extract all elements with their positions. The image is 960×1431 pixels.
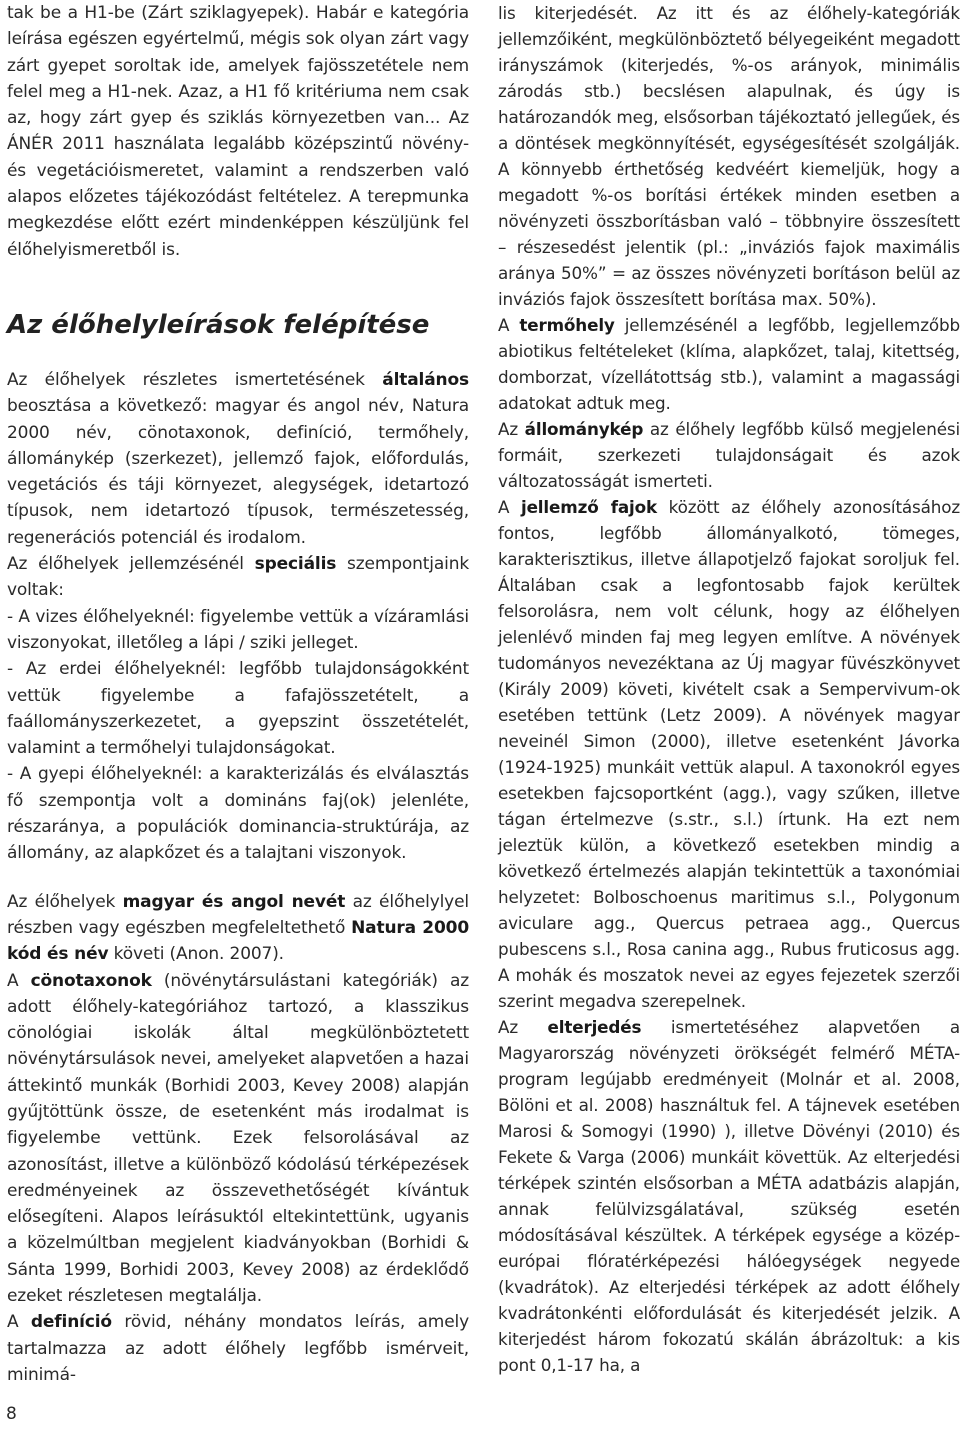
- section-heading: Az élőhelyleírások felépítése: [7, 309, 430, 340]
- paragraph-characteristic-species: A jellemző fajok között az élőhely azonosításához fontos, legfőbb állományalkotó, tömeges, karakterisztikus, illetve állapotjelző fajokat soroljuk fel. Általában csak a legfontosabb fajok kerültek felsorolásra, nem volt célunk, hogy az élőhelyen jelenlévő minden faj meg legyen említve. A növények tudományos nevezéktana az Új magyar füvészkönyvet (Király 2009) követi, kivételt csak a Sempervivum-ok esetében tettünk (Letz 2009). A növények magyar neveinél Simon (2000), illetve esetenként Jávorka (1924-1925) munkáit vettük alapul. A taxonokról egyes esetekben fajcsoportként (agg.), vagy szűken, illetve tágan értelmezve (s.str., s.l.) írtunk. Ha ezt nem jeleztük külön, a következő esetekben mindig a következő értelmezés alapján tekintettük a taxonómiai helyzetet: Bolboschoenus maritimus s.l., Polygonum aviculare agg., Quercus petraea agg., Quercus pubescens s.l., Rosa canina agg., Rubus fruticosus agg. A mohák és moszatok nevei az egyes fejezetek szerzői szerint megadva szerepelnek.: [498, 497, 960, 1011]
- paragraph-coenotaxa: A cönotaxonok (növénytársulástani kategóriák) az adott élőhely-kategóriához tartozó, a klasszikus cönológiai iskolák által megkülönböztetett növénytársulások nevei, amelyeket alapvetően a hazai áttekintő munkák (Borhidi 2003, Kevey 2008) alapján gyűjtöttünk össze, de esetenként más irodalmat is figyelembe vettünk. Ezek felsorolásával az azonosítást, illetve a különböző kódolású térképezések eredményeinek az összevethetőségét kívántuk elősegíteni. Alapos leírásuktól eltekintettünk, ugyanis a közelmúltban megjelent kiadványokban (Borhidi & Sánta 1999, Borhidi 2003, Kevey 2008) az érdeklődő ezeket részletesen megtalálja.: [7, 970, 470, 1307]
- paragraph-wetland: - A vizes élőhelyeknél: figyelembe vettük a vízáramlási viszonyokat, illetőleg a lápi / sziki jelleget.: [7, 606, 469, 653]
- right-column: [498, 0, 960, 1378]
- paragraph-distribution: Az elterjedés ismertetéséhez alapvetően a Magyarország növényzeti örökségét felmérő MÉTA-program legújabb eredményeit (Molnár et al. 2008, Bölöni et al. 2008) használtuk fel. A tájnevek esetében Marosi & Somogyi (1990) ), illetve Dövényi (2010) és Fekete & Varga (2006) munkáit követtük. Az elterjedési térképek szintén elsősorban a MÉTA adatbázis alapján, annak felülvizsgálatával, szükség esetén módosításával készültek. A térképek egysége a közép-európai flóratérképezési hálóegységek negyede (kvadrátok). Az elterjedési térképek az adott élőhely kvadrátonkénti előfordulását és kiterjedését jelzik. A kiterjedést három fokozatú skálán ábrázoltuk: a kis pont 0,1-17 ha, a: [498, 1017, 960, 1375]
- paragraph-special-aspects: Az élőhelyek jellemzésénél speciális szempontjaink voltak:: [7, 554, 470, 601]
- page-number: 8: [6, 1404, 17, 1424]
- paragraph-habitat-site: A termőhely jellemzésénél a legfőbb, legjellemzőbb abiotikus feltételeket (klíma, alapkőzet, talaj, kitettség, domborzat, vízellátottság stb.), valamint a magassági adatokat adtuk meg.: [498, 315, 960, 413]
- paragraph-stand-structure: Az állománykép az élőhely legfőbb külső megjelenési formáit, szerkezeti tulajdonságait és azok változatosságát ismerteti.: [498, 419, 960, 491]
- paragraph-extent: lis kiterjedését. Az itt és az élőhely-kategóriák jellemzőiként, megkülönböztető bélyegeiként megadott irányszámok (kiterjedés, %-os arányok, minimális zárodás stb.) becslésen alapulnak, és úgy is határozandók meg, elsősorban tájékoztató jellegűek, és a döntések megkönnyítését, egységesítését szolgálják. A könnyebb érthetőség kedvéért kiemeljük, hogy a megadott %-os borítási értékek minden esetben a növényzeti összborításban való – többnyire összesített – részesedést jelentik (pl.: „inváziós fajok maximális aránya 50%” = az összes növényzeti borításon belül az inváziós fajok összesített borítása max. 50%).: [498, 3, 960, 309]
- paragraph-forest: - Az erdei élőhelyeknél: legfőbb tulajdonságokként vettük figyelembe a fafajösszetételt, a faállományszerkezetet, a gyepszint összetételét, valamint a termőhelyi tulajdonságokat.: [7, 659, 469, 759]
- left-column: [7, 0, 469, 1388]
- intro-paragraph: tak be a H1-be (Zárt sziklagyepek). Habár e kategória leírása egészen egyértelmű, mégis sok olyan zárt vagy zárt gyepet soroltak ide, amelyek fajösszetétele nem felel meg a H1-nek. Azaz, a H1 fő kritériuma nem csak az, hogy zárt gyep és sziklás környezetben van... Az ÁNÉR 2011 használata legalább középszintű növény- és vegetációismeretet, valamint a rendszerben való alapos előzetes tájékozódást feltételez. A terepmunka megkezdése előtt ezért mindenképpen készüljünk fel élőhelyismeretből is.: [7, 3, 469, 260]
- paragraph-general-structure: Az élőhelyek részletes ismertetésének általános beosztása a következő: magyar és angol név, Natura 2000 név, cönotaxonok, definíció, termőhely, állománykép (szerkezet), jellemző fajok, előfordulás, vegetációs és táji környezet, alegységek, idetartozó típusok, nem idetartozó típusok, természetesség, regenerációs potenciál és irodalom.: [7, 369, 469, 548]
- paragraph-grassland: - A gyepi élőhelyeknél: a karakterizálás és elválasztás fő szempontja volt a domináns faj(ok) jelenléte, részaránya, a populációk dominancia-struktúrája, az állomány, az alapkőzet és a talajtani viszonyok.: [7, 764, 469, 864]
- paragraph-definition: A definíció rövid, néhány mondatos leírás, amely tartalmazza az adott élőhely legfőbb ismérveit, minimá-: [7, 1312, 470, 1385]
- paragraph-names-natura: Az élőhelyek magyar és angol nevét az élőhelylyel részben vagy egészben megfeleltethető Natura 2000 kód és név követi (Anon. 2007).: [7, 891, 469, 965]
